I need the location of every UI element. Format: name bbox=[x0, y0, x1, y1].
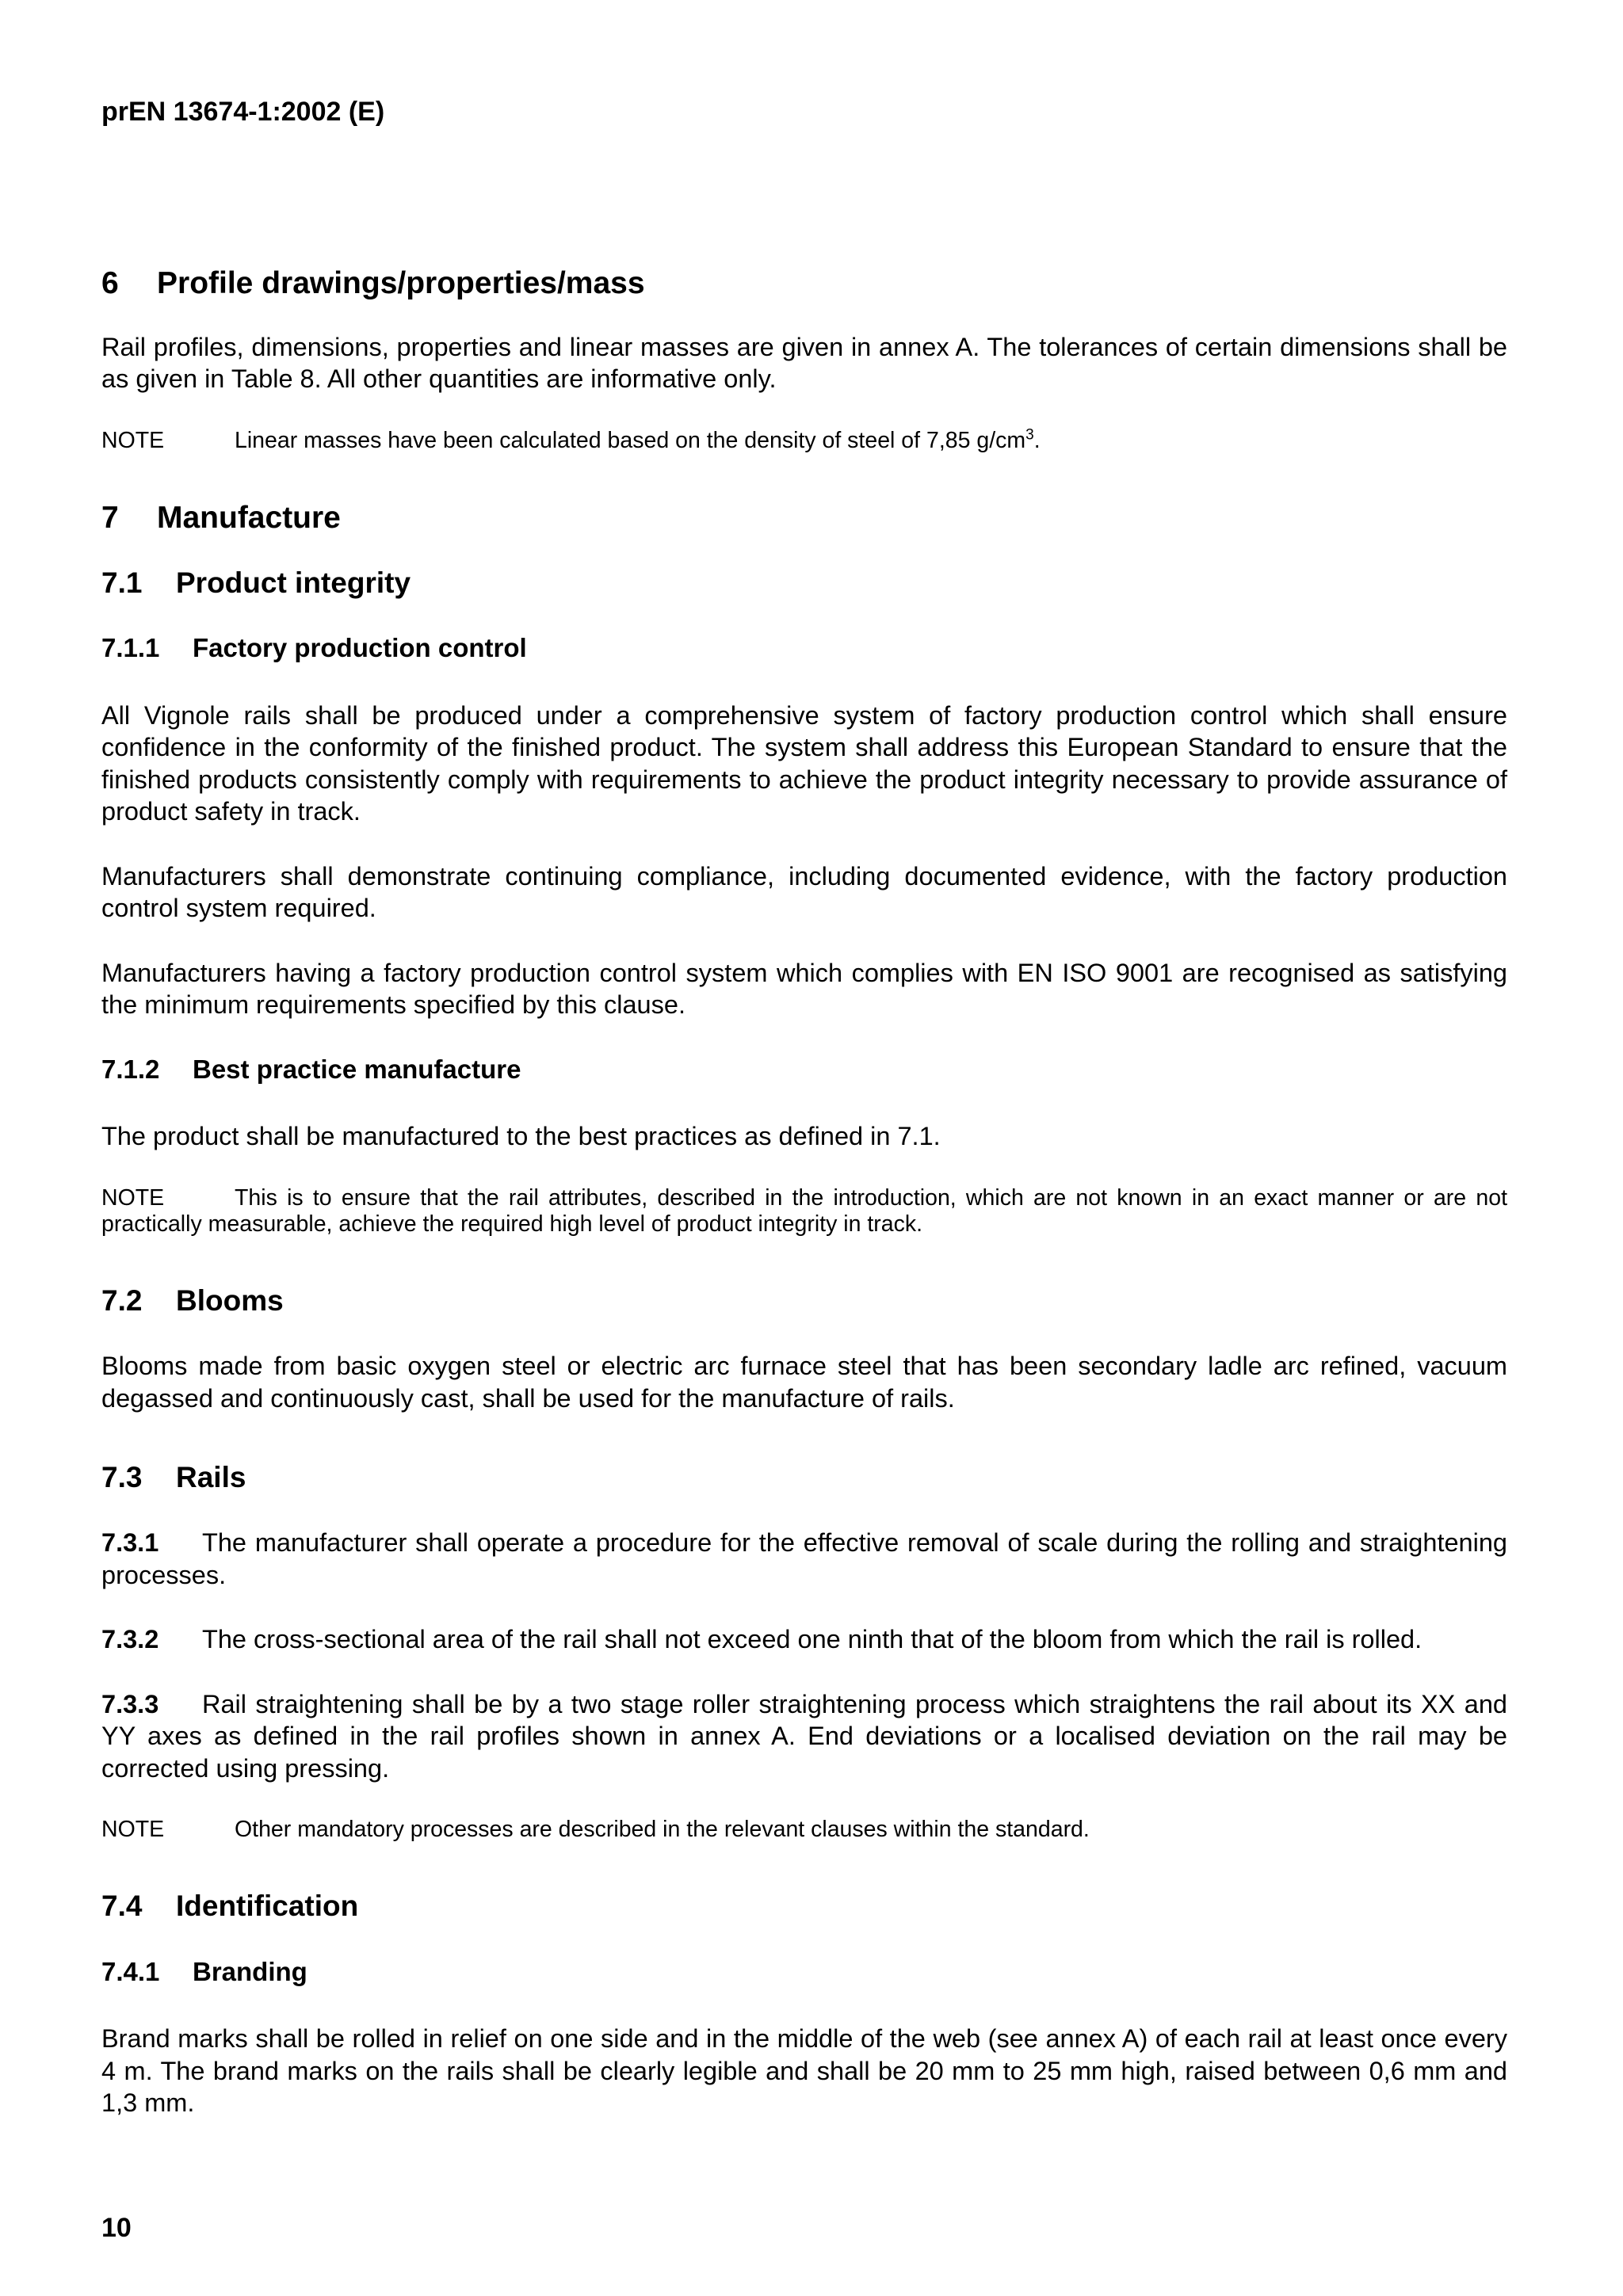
section-6-note bbox=[101, 428, 1507, 454]
section-7-1-2-heading bbox=[101, 1054, 1507, 1085]
document-id: prEN 13674-1:2002 (E) bbox=[101, 97, 385, 127]
note-text: Other mandatory processes are described in the relevant clauses within the standard. bbox=[235, 1817, 1090, 1843]
section-title: Manufacture bbox=[157, 500, 341, 535]
section-7-4-1-heading bbox=[101, 1956, 1507, 1988]
section-number: 7.1.2 bbox=[101, 1054, 160, 1084]
section-7-2-heading bbox=[101, 1283, 1507, 1318]
section-6-heading bbox=[101, 265, 1507, 303]
section-number: 7.3 bbox=[101, 1461, 143, 1494]
note-tag: NOTE bbox=[101, 1184, 165, 1211]
section-title: Blooms bbox=[176, 1283, 284, 1317]
clause-7-3-1 bbox=[101, 1527, 1507, 1591]
section-7-heading bbox=[101, 500, 1507, 537]
section-number: 7 bbox=[101, 500, 119, 535]
clause-7-3-3 bbox=[101, 1688, 1507, 1785]
section-6-paragraph: Rail profiles, dimensions, properties and linear masses are given in annex A. The tolerances of certain dimensions shall be as given in Table 8. All other quantities are informative only. bbox=[101, 332, 1507, 394]
clause-number: 7.3.2 bbox=[101, 1625, 159, 1654]
note-superscript: 3 bbox=[1025, 426, 1034, 444]
section-7-2-paragraph: Blooms made from basic oxygen steel or electric arc furnace steel that has been secondary ladle arc refined, vacuum degassed and continuously cast, shall be used for the manufacture of rails. bbox=[101, 1352, 1507, 1413]
section-title: Rails bbox=[176, 1461, 246, 1494]
note-text: Linear masses have been calculated based on the density of steel of 7,85 g/cm bbox=[235, 427, 1026, 453]
page-number: 10 bbox=[101, 2213, 132, 2243]
section-7-1-2-paragraph: The product shall be manufactured to the best practices as defined in 7.1. bbox=[101, 1122, 941, 1151]
clause-number: 7.3.3 bbox=[101, 1689, 159, 1718]
document-body bbox=[101, 265, 1507, 2152]
clause-text: The manufacturer shall operate a procedure for the effective removal of scale during the rolling and straightening processes. bbox=[101, 1528, 1507, 1589]
section-7-3-heading bbox=[101, 1460, 1507, 1495]
section-number: 7.4.1 bbox=[101, 1956, 160, 1986]
section-7-1-2-note bbox=[101, 1185, 1507, 1238]
note-tag: NOTE bbox=[101, 427, 165, 453]
section-title: Branding bbox=[193, 1956, 307, 1986]
clause-text: The cross-sectional area of the rail shall not exceed one ninth that of the bloom from which the rail is rolled. bbox=[202, 1625, 1423, 1654]
section-number: 7.2 bbox=[101, 1283, 143, 1317]
section-7-1-1-paragraph-2: Manufacturers shall demonstrate continuing compliance, including documented evidence, with the factory production control system required. bbox=[101, 861, 1507, 923]
section-7-4-1-paragraph: Brand marks shall be rolled in relief on one side and in the middle of the web (see annex A) of each rail at least once every 4 m. The brand marks on the rails shall be clearly legible and shall be 20 mm to 25 mm high, raised between 0,6 mm and 1,3 mm. bbox=[101, 2024, 1507, 2118]
clause-text: Rail straightening shall be by a two stage roller straightening process which straightens the rail about its XX and YY axes as defined in the rail profiles shown in annex A. End deviations or a localised deviation on the rail may be corrected using pressing. bbox=[101, 1689, 1507, 1783]
section-number: 7.4 bbox=[101, 1890, 143, 1923]
section-7-1-1-heading bbox=[101, 632, 1507, 664]
section-title: Product integrity bbox=[176, 566, 411, 599]
section-title: Best practice manufacture bbox=[193, 1054, 521, 1084]
section-title: Identification bbox=[176, 1890, 359, 1923]
section-title: Profile drawings/properties/mass bbox=[157, 266, 645, 300]
section-7-1-heading bbox=[101, 566, 1507, 601]
note-text: This is to ensure that the rail attributes, described in the introduction, which are not known in an exact manner or are not practically measurable, achieve the required high level of product integrity in track. bbox=[101, 1184, 1507, 1237]
section-7-4-heading bbox=[101, 1889, 1507, 1924]
section-title: Factory production control bbox=[193, 632, 527, 662]
section-7-1-1-paragraph-1: All Vignole rails shall be produced under a comprehensive system of factory production control which shall ensure confidence in the conformity of the finished product. The system shall address this European Standard to ensure that the finished products consistently comply with requirements to achieve the product integrity necessary to provide assurance of product safety in track. bbox=[101, 700, 1507, 826]
note-end: . bbox=[1033, 427, 1041, 453]
section-7-1-1-paragraph-3: Manufacturers having a factory production control system which complies with EN ISO 9001 are recognised as satisfying the minimum requirements specified by this clause. bbox=[101, 958, 1507, 1020]
document-page bbox=[101, 0, 1507, 2296]
section-number: 6 bbox=[101, 266, 119, 300]
clause-7-3-2 bbox=[101, 1623, 1507, 1656]
note-tag: NOTE bbox=[101, 1817, 165, 1843]
section-number: 7.1.1 bbox=[101, 632, 160, 662]
clause-number: 7.3.1 bbox=[101, 1528, 159, 1558]
section-7-3-note bbox=[101, 1817, 1507, 1843]
section-number: 7.1 bbox=[101, 566, 143, 599]
